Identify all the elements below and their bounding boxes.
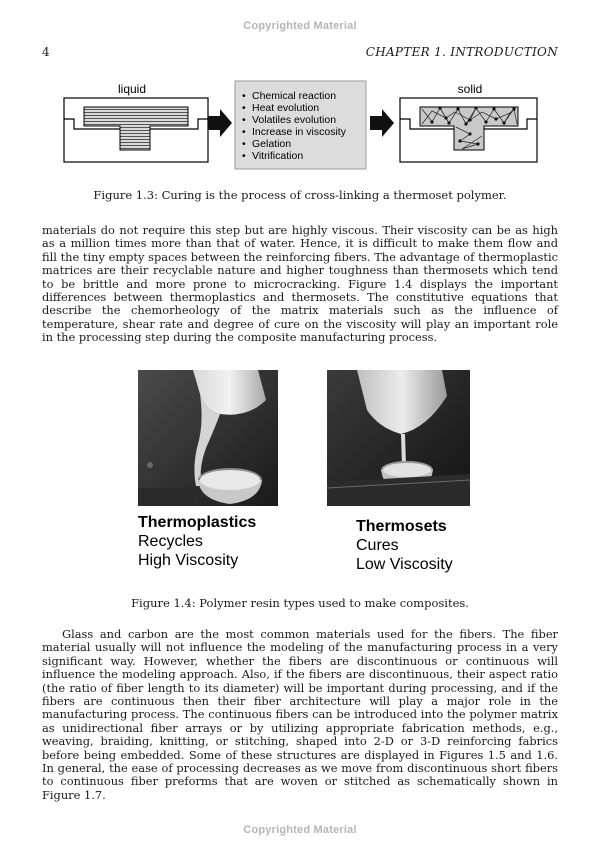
copyright-watermark-top: Copyrighted Material — [243, 20, 357, 32]
process-step: Volatiles evolution — [252, 114, 337, 126]
svg-text:•: • — [242, 90, 246, 102]
process-step: Increase in viscosity — [252, 126, 346, 138]
process-step: Chemical reaction — [252, 90, 337, 102]
thermosets-property: Cures — [356, 537, 399, 554]
thermoplastic-pour-photo — [138, 370, 278, 506]
solid-mold — [400, 82, 537, 162]
curing-diagram — [0, 78, 600, 178]
figure-1-4-caption: Figure 1.4: Polymer resin types used to make composites. — [131, 596, 469, 610]
process-steps-box — [235, 81, 366, 169]
thermoplastics-title: Thermoplastics — [138, 514, 257, 531]
body-paragraph: materials do not require this step but are highly viscous. Their viscosity can be as high as a million times more than that of water. Hence, it is difficult to make them flow and fill the tiny empty spaces between the reinforcing fibers. The advantage of thermoplastic matrices are their recyclable nature and higher toughness than thermosets which tend to be brittle and more prone to microcracking. Figure 1.4 displays the important differences between thermoplastics and thermosets. The constitutive equations that describe the chemorheology of the matrix materials such as the influence of temperature, shear rate and degree of cure on the viscosity will play an important role in the processing step during the composite manufacturing process. — [42, 223, 558, 345]
page-number: 4 — [42, 45, 50, 59]
figure-1-3-caption: Figure 1.3: Curing is the process of cross-linking a thermoset polymer. — [93, 188, 507, 202]
thermoset-pour-photo — [327, 370, 470, 506]
arrow-right-icon — [370, 109, 394, 137]
thermosets-label — [356, 517, 453, 574]
svg-text:•: • — [242, 138, 246, 150]
svg-text:•: • — [242, 150, 246, 162]
solid-label: solid — [457, 82, 483, 96]
thermoplastics-property: Recycles — [138, 533, 203, 550]
liquid-label: liquid — [117, 82, 147, 96]
running-head: CHAPTER 1. INTRODUCTION — [365, 45, 558, 59]
svg-text:•: • — [242, 126, 246, 138]
process-step: Heat evolution — [252, 102, 320, 114]
thermoplastics-label — [138, 513, 256, 570]
process-step: Gelation — [252, 138, 292, 150]
svg-text:•: • — [242, 114, 246, 126]
thermoplastics-property: High Viscosity — [138, 552, 239, 569]
thermosets-title: Thermosets — [356, 518, 447, 535]
body-paragraph: Glass and carbon are the most common materials used for the fibers. The fiber material usually will not influence the modeling of the manufacturing process in a very significant way. However, whether the fibers are discontinuous or continuous will influence the modeling approach. Also, if the fibers are discontinuous, their aspect ratio (the ratio of fiber length to its diameter) will be important during processing, and if the fibers are continuous then their fiber architecture will play a major role in the manufacturing process. The continuous fibers can be introduced into the polymer matrix as unidirectional fiber arrays or by utilizing appropriate fabrication methods, e.g., weaving, braiding, knitting, or stitching, shaped into 2-D or 3-D reinforcing fabrics before being embedded. Some of these structures are displayed in Figures 1.5 and 1.6. In general, the ease of processing decreases as we move from discontinuous short fibers to continuous fiber preforms that are woven or stitched as schematically shown in Figure 1.7. — [42, 627, 558, 802]
svg-text:•: • — [242, 102, 246, 114]
arrow-right-icon — [208, 109, 232, 137]
process-step: Vitrification — [252, 150, 304, 162]
copyright-watermark-bottom: Copyrighted Material — [243, 824, 357, 836]
liquid-mold — [64, 82, 208, 162]
thermosets-property: Low Viscosity — [356, 556, 453, 573]
